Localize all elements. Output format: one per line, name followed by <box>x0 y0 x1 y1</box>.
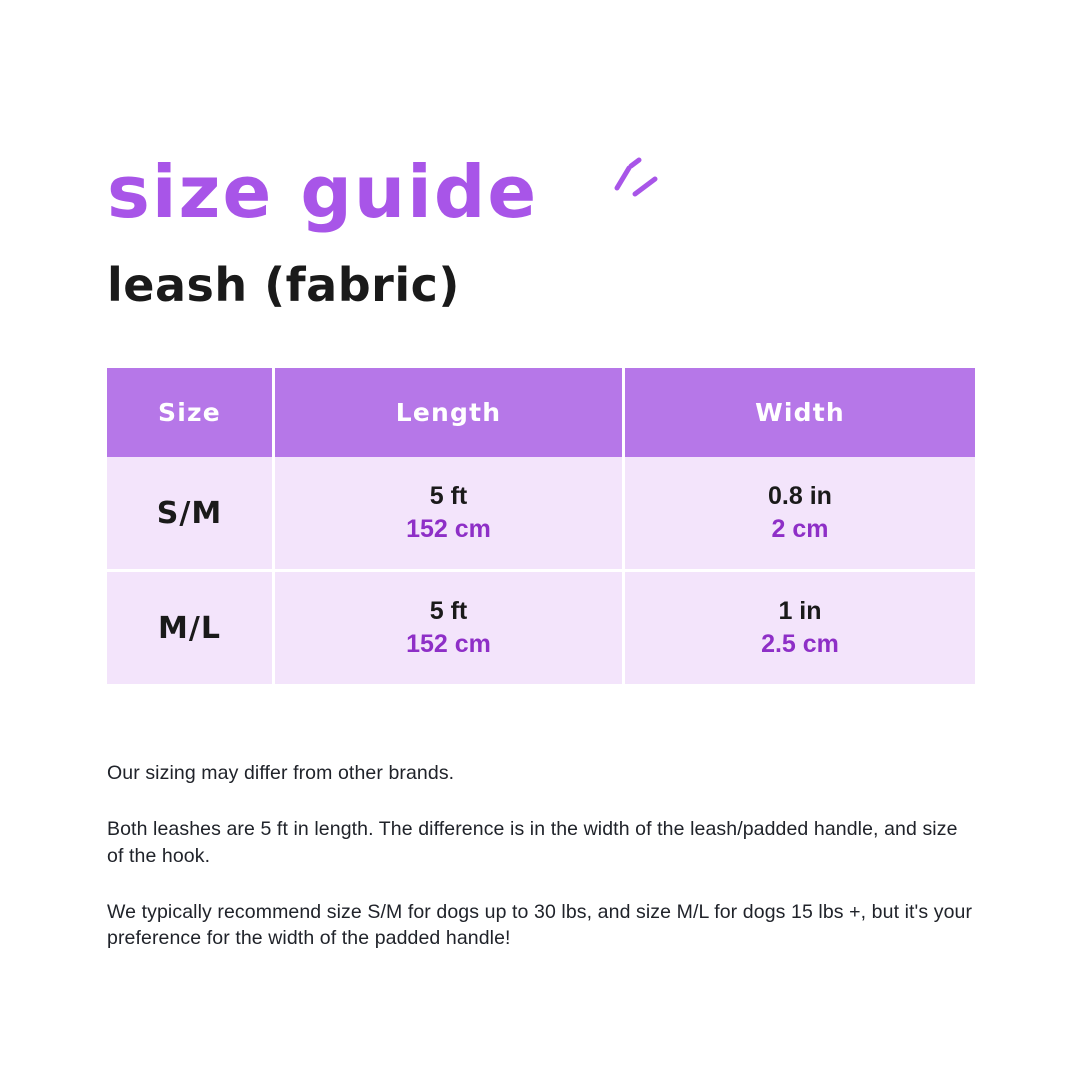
cell-size: S/M <box>107 457 275 572</box>
page-subtitle: leash (fabric) <box>107 258 460 312</box>
note-length-difference: Both leashes are 5 ft in length. The difference is in the width of the leash/padded handle, and size of the hook. <box>107 818 958 867</box>
page-title: size guide <box>107 150 539 234</box>
note-recommendation: We typically recommend size S/M for dogs up to 30 lbs, and size M/L for dogs 15 lbs +, but it's your preference for the width of the padded handle! <box>107 900 973 950</box>
length-metric: 152 cm <box>406 515 491 543</box>
length-metric: 152 cm <box>406 630 491 658</box>
title-row <box>107 150 975 260</box>
table-header <box>107 368 975 457</box>
width-metric: 2 cm <box>771 515 829 543</box>
column-header-size: Size <box>107 368 275 457</box>
notes-section <box>107 760 975 952</box>
table-body <box>107 457 975 684</box>
cell-length <box>275 457 625 572</box>
table-row <box>107 572 975 684</box>
table-row <box>107 457 975 572</box>
sparkle-icon <box>605 154 665 214</box>
cell-width <box>625 572 975 684</box>
cell-size: M/L <box>107 572 275 684</box>
width-imperial: 0.8 in <box>768 482 832 510</box>
width-imperial: 1 in <box>778 597 822 625</box>
column-header-width: Width <box>625 368 975 457</box>
table-header-row <box>107 368 975 457</box>
size-table <box>107 368 975 684</box>
length-imperial: 5 ft <box>429 597 468 625</box>
column-header-length: Length <box>275 368 625 457</box>
cell-length <box>275 572 625 684</box>
content-container <box>107 150 975 952</box>
cell-width <box>625 457 975 572</box>
length-imperial: 5 ft <box>429 482 468 510</box>
width-metric: 2.5 cm <box>761 630 839 658</box>
note-sizing-differs: Our sizing may differ from other brands. <box>107 762 455 784</box>
